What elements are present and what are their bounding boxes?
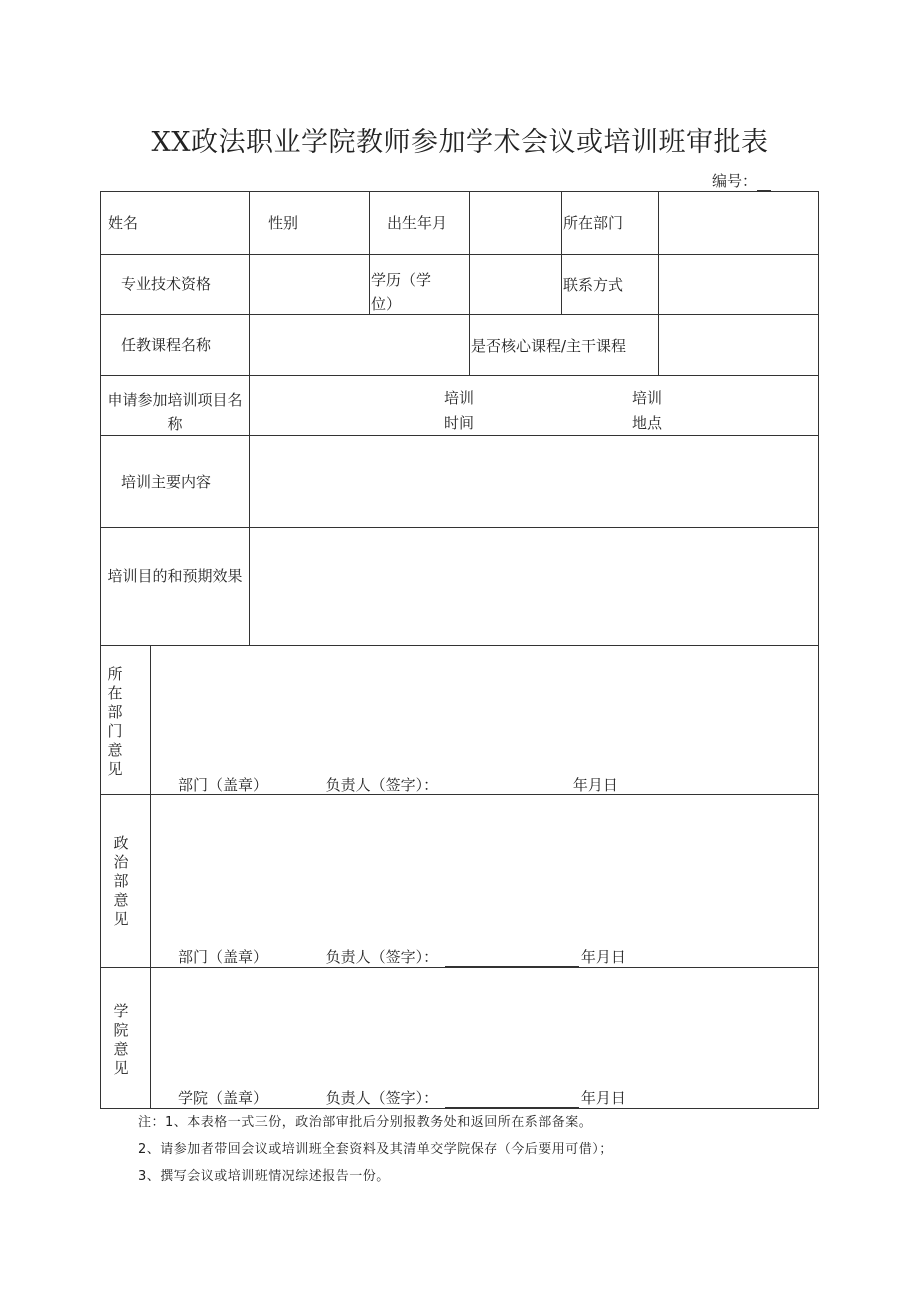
date-label: 年月日	[572, 776, 618, 794]
label-course: 任教课程名称	[121, 336, 212, 354]
date-label: 年月日	[580, 948, 626, 966]
opinion-field-college[interactable]	[151, 968, 818, 1078]
field-department[interactable]	[659, 192, 818, 254]
note-line-3: 3、撰写会议或培训班情况综述报告一份。	[138, 1169, 390, 1184]
field-place[interactable]	[668, 376, 818, 434]
signature-row-college	[178, 1087, 626, 1108]
signature-line[interactable]	[445, 1093, 579, 1108]
form-number-label: 编号：	[712, 172, 758, 190]
col-divider	[369, 191, 370, 314]
field-gender[interactable]	[310, 192, 368, 254]
stamp-label: 部门（盖章）	[178, 948, 269, 966]
signer-label: 负责人（签字）：	[325, 776, 439, 794]
form-title: XX政法职业学院教师参加学术会议或培训班审批表	[151, 127, 769, 158]
label-core-course: 是否核心课程/主干课程	[471, 337, 627, 355]
label-place: 培训地点	[632, 389, 663, 432]
stamp-label: 部门（盖章）	[178, 776, 269, 794]
signature-line[interactable]	[445, 952, 579, 967]
date-label: 年月日	[580, 1089, 626, 1107]
signature-row-department	[178, 774, 618, 795]
field-time[interactable]	[480, 376, 625, 434]
field-birth[interactable]	[470, 192, 560, 254]
field-content[interactable]	[250, 436, 818, 526]
label-purpose: 培训目的和预期效果	[107, 567, 243, 585]
label-contact: 联系方式	[563, 276, 624, 294]
opinion-label-politics: 政治部意见	[113, 834, 129, 928]
field-course[interactable]	[250, 315, 468, 374]
field-name[interactable]	[150, 192, 248, 254]
signer-label: 负责人（签字）：	[325, 1089, 439, 1107]
label-education: 学历（学位）	[371, 271, 432, 313]
label-name: 姓名	[108, 214, 139, 232]
label-project: 申请参加培训项目名称	[107, 391, 243, 433]
note-line-1: 注：1、本表格一式三份，政治部审批后分别报教务处和返回所在系部备案。	[138, 1115, 593, 1130]
label-content: 培训主要内容	[121, 473, 212, 491]
stamp-label: 学院（盖章）	[178, 1089, 269, 1107]
signer-label: 负责人（签字）：	[325, 948, 439, 966]
field-education[interactable]	[470, 255, 560, 313]
field-purpose[interactable]	[250, 528, 818, 644]
label-department: 所在部门	[563, 214, 624, 232]
opinion-label-department: 所在部门意见	[107, 665, 123, 778]
field-core-course[interactable]	[659, 315, 818, 374]
signature-row-politics	[178, 946, 626, 967]
form-number-blank[interactable]	[757, 176, 771, 191]
col-divider	[561, 191, 562, 314]
opinion-label-college: 学院意见	[113, 1002, 129, 1077]
form-number	[712, 170, 771, 191]
field-qualification[interactable]	[250, 255, 368, 313]
note-line-2: 2、请参加者带回会议或培训班全套资料及其清单交学院保存（今后要用可借）；	[138, 1142, 613, 1157]
field-contact[interactable]	[659, 255, 818, 313]
label-time: 培训时间	[444, 389, 475, 432]
field-project[interactable]	[250, 376, 440, 434]
opinion-field-department[interactable]	[151, 646, 818, 766]
label-birth: 出生年月	[387, 214, 448, 232]
opinion-field-politics[interactable]	[151, 795, 818, 935]
label-gender: 性别	[268, 214, 299, 232]
label-qualification: 专业技术资格	[121, 275, 212, 293]
signature-line[interactable]	[445, 780, 571, 795]
